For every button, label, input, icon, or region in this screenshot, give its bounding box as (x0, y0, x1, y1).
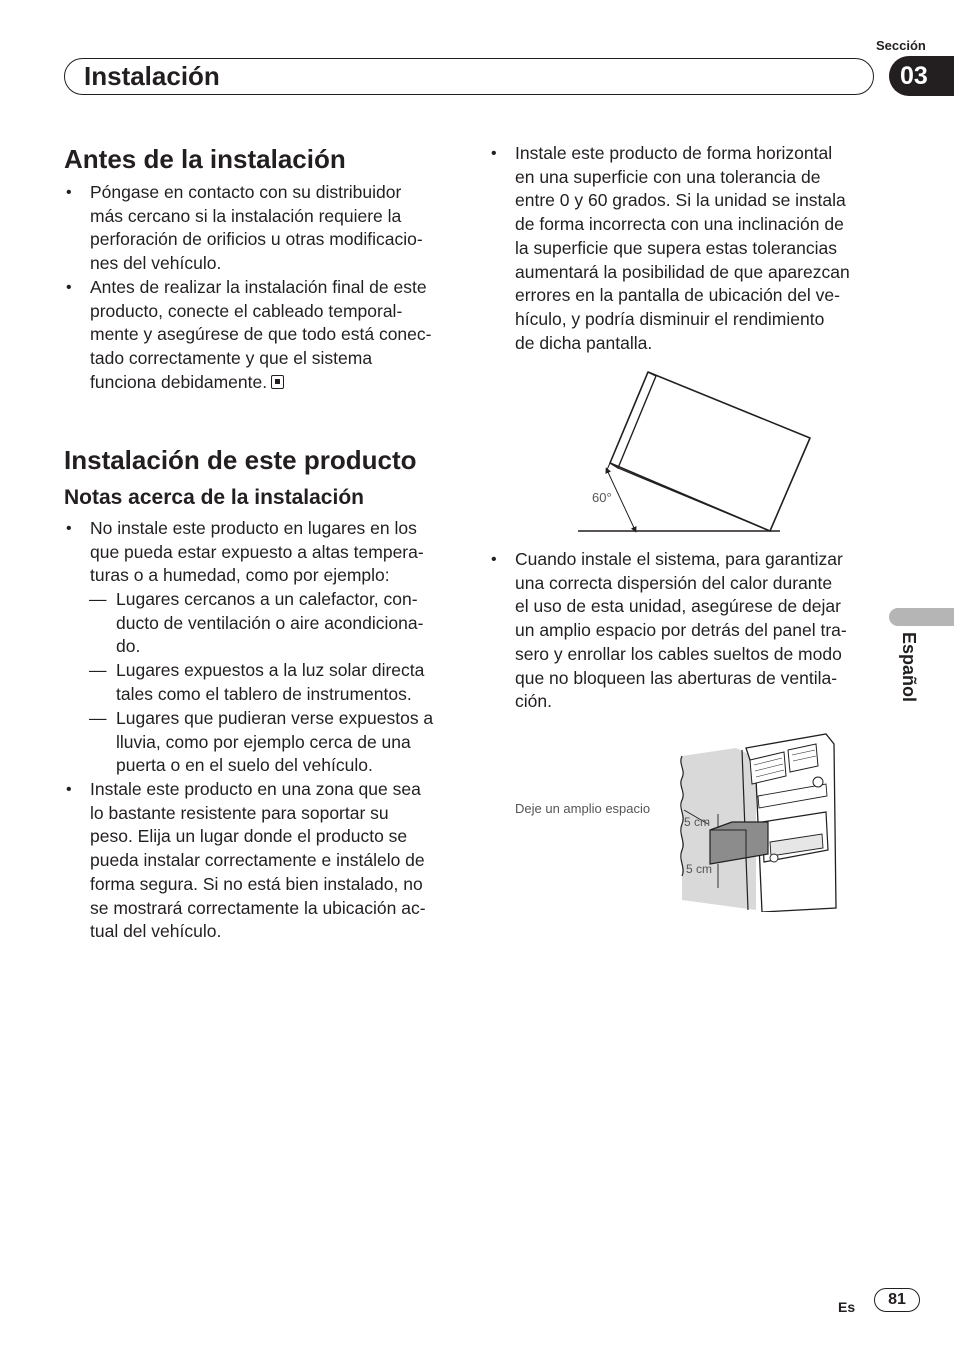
list-item: No instale este producto en lugares en los que pueda estar expuesto a altas tempera- turas o a humedad, como por ejemplo: (90, 518, 424, 586)
sub-list-item: Lugares que pudieran verse expuestos a lluvia, como por ejemplo cerca de una puerta o en el suelo del vehículo. (116, 708, 434, 776)
gap-top-label: 5 cm (684, 815, 711, 829)
dash: — (89, 708, 107, 728)
page-number: 81 (874, 1288, 920, 1312)
bullet: • (66, 520, 72, 537)
subheading-installation-notes: Notas acerca de la instalación (64, 486, 364, 509)
dash: — (89, 589, 107, 609)
chapter-title: Instalación (84, 61, 220, 91)
bullet: • (66, 279, 72, 296)
tilt-angle-diagram (570, 360, 820, 540)
dash: — (89, 660, 107, 680)
list-item: Antes de realizar la instalación final de este producto, conecte el cableado temporal- mente y asegúrese de que todo está conec- tado correctamente y que el sistema funciona debidamente. (90, 277, 432, 392)
sub-list-item: Lugares cercanos a un calefactor, con- ducto de ventilación o aire acondiciona- do. (116, 589, 424, 657)
list-item: Cuando instale el sistema, para garantizar una correcta dispersión del calor durante el uso de esta unidad, asegúrese de dejar un amplio espacio por detrás del panel tra- sero y enrollar los cables sueltos de modo que no bloqueen las aberturas de ventila- ción. (515, 549, 847, 712)
gap-bottom-label: 5 cm (686, 862, 713, 876)
list-item: Instale este producto en una zona que sea lo bastante resistente para soportar su peso. Elija un lugar donde el producto se pueda instalar correctamente e instálelo de forma segura. Si no está bien instalado, no se mostrará correctamente la ubicación ac- tual del vehículo. (90, 779, 426, 942)
language-code: Es (838, 1299, 856, 1315)
bullet: • (491, 551, 497, 568)
bullet: • (66, 781, 72, 798)
list-item: Instale este producto de forma horizontal en una superficie con una tolerancia de entre 0 y 60 grados. Si la unidad se instala de forma incorrecta con una inclinación de la superficie que supera estas tolerancias aumentará la posibilidad de que aparezcan errores en la pantalla de ubicación del ve- hículo, y podría disminuir el rendimiento de dicha pantalla. (515, 143, 850, 353)
language-tab (889, 608, 954, 626)
angle-label: 60° (592, 490, 612, 505)
heading-before-installation: Antes de la instalación (64, 144, 346, 174)
language-label: Español (899, 632, 919, 703)
section-number-badge: 03 (889, 56, 954, 96)
end-of-section-icon (271, 375, 284, 389)
bullet: • (66, 184, 72, 201)
heading-installing-product: Instalación de este producto (64, 445, 417, 475)
bullet: • (491, 145, 497, 162)
list-item: Póngase en contacto con su distribuidor más cercano si la instalación requiere la perforación de orificios u otras modificacio- nes del vehículo. (90, 182, 423, 274)
sub-list-item: Lugares expuestos a la luz solar directa tales como el tablero de instrumentos. (116, 660, 425, 704)
section-label: Sección (876, 38, 926, 53)
space-label: Deje un amplio espacio (515, 801, 651, 816)
